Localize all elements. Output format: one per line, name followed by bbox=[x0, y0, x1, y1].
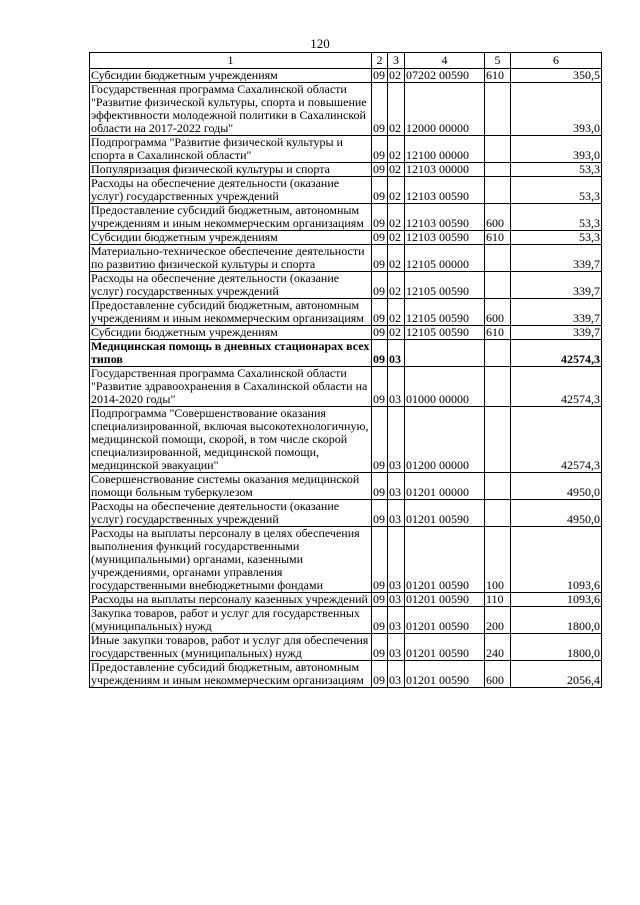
table-row bbox=[90, 204, 602, 231]
expense-name: Субсидии бюджетным учреждениям bbox=[90, 231, 372, 245]
target-article-code: 01201 00590 bbox=[405, 500, 485, 527]
amount: 339,7 bbox=[511, 245, 602, 272]
section-code: 09 bbox=[372, 473, 388, 500]
target-article-code: 12103 00000 bbox=[405, 163, 485, 177]
expense-type-code: 610 bbox=[485, 69, 511, 83]
table-body bbox=[90, 69, 602, 688]
expense-name: Субсидии бюджетным учреждениям bbox=[90, 326, 372, 340]
amount: 1800,0 bbox=[511, 634, 602, 661]
subsection-code: 02 bbox=[388, 177, 405, 204]
table-row bbox=[90, 326, 602, 340]
section-code: 09 bbox=[372, 83, 388, 136]
subsection-code: 02 bbox=[388, 231, 405, 245]
subsection-code: 02 bbox=[388, 136, 405, 163]
expense-name: Закупка товаров, работ и услуг для государственных (муниципальных) нужд bbox=[90, 607, 372, 634]
section-code: 09 bbox=[372, 136, 388, 163]
expense-type-code bbox=[485, 163, 511, 177]
column-header: 4 bbox=[405, 53, 485, 69]
column-header: 1 bbox=[90, 53, 372, 69]
table-row bbox=[90, 500, 602, 527]
table-row bbox=[90, 136, 602, 163]
table-row bbox=[90, 407, 602, 473]
budget-table bbox=[89, 52, 602, 688]
target-article-code: 12100 00000 bbox=[405, 136, 485, 163]
table-row bbox=[90, 634, 602, 661]
section-code: 09 bbox=[372, 634, 388, 661]
expense-name: Медицинская помощь в дневных стационарах всех типов bbox=[90, 340, 372, 367]
column-header: 2 bbox=[372, 53, 388, 69]
amount: 1093,6 bbox=[511, 527, 602, 593]
target-article-code bbox=[405, 340, 485, 367]
subsection-code: 02 bbox=[388, 245, 405, 272]
section-code: 09 bbox=[372, 593, 388, 607]
section-code: 09 bbox=[372, 69, 388, 83]
expense-name: Государственная программа Сахалинской области "Развитие здравоохранения в Сахалинской области на 2014-2020 годы" bbox=[90, 367, 372, 407]
amount: 4950,0 bbox=[511, 473, 602, 500]
expense-name: Предоставление субсидий бюджетным, автономным учреждениям и иным некоммерческим организациям bbox=[90, 299, 372, 326]
table-row bbox=[90, 367, 602, 407]
expense-type-code bbox=[485, 177, 511, 204]
expense-type-code: 600 bbox=[485, 299, 511, 326]
column-header: 3 bbox=[388, 53, 405, 69]
expense-name: Популяризация физической культуры и спорта bbox=[90, 163, 372, 177]
expense-type-code bbox=[485, 407, 511, 473]
target-article-code: 01000 00000 bbox=[405, 367, 485, 407]
subsection-code: 02 bbox=[388, 299, 405, 326]
expense-name: Предоставление субсидий бюджетным, автономным учреждениям и иным некоммерческим организациям bbox=[90, 204, 372, 231]
section-code: 09 bbox=[372, 204, 388, 231]
table-row bbox=[90, 299, 602, 326]
page-number: 120 bbox=[310, 36, 330, 51]
section-code: 09 bbox=[372, 367, 388, 407]
amount: 350,5 bbox=[511, 69, 602, 83]
column-header: 5 bbox=[485, 53, 511, 69]
amount: 2056,4 bbox=[511, 661, 602, 688]
table-row bbox=[90, 527, 602, 593]
subsection-code: 03 bbox=[388, 607, 405, 634]
expense-type-code: 610 bbox=[485, 231, 511, 245]
table-row bbox=[90, 83, 602, 136]
column-header: 6 bbox=[511, 53, 602, 69]
section-code: 09 bbox=[372, 163, 388, 177]
amount: 53,3 bbox=[511, 204, 602, 231]
section-code: 09 bbox=[372, 500, 388, 527]
table-row bbox=[90, 473, 602, 500]
subsection-code: 02 bbox=[388, 163, 405, 177]
section-code: 09 bbox=[372, 326, 388, 340]
table-row bbox=[90, 340, 602, 367]
expense-type-code: 600 bbox=[485, 204, 511, 231]
amount: 42574,3 bbox=[511, 367, 602, 407]
expense-type-code bbox=[485, 473, 511, 500]
subsection-code: 03 bbox=[388, 473, 405, 500]
expense-type-code bbox=[485, 500, 511, 527]
amount: 1800,0 bbox=[511, 607, 602, 634]
target-article-code: 01201 00590 bbox=[405, 607, 485, 634]
target-article-code: 12000 00000 bbox=[405, 83, 485, 136]
target-article-code: 12103 00590 bbox=[405, 204, 485, 231]
target-article-code: 12103 00590 bbox=[405, 177, 485, 204]
target-article-code: 01201 00590 bbox=[405, 661, 485, 688]
section-code: 09 bbox=[372, 661, 388, 688]
expense-type-code bbox=[485, 245, 511, 272]
expense-name: Расходы на выплаты персоналу в целях обеспечения выполнения функций государственными (муниципальными) органами, казенными учреждениями, органами управления государственными внебюджетными фондами bbox=[90, 527, 372, 593]
expense-name: Материально-техническое обеспечение деятельности по развитию физической культуры и спорта bbox=[90, 245, 372, 272]
table-row bbox=[90, 593, 602, 607]
target-article-code: 12105 00000 bbox=[405, 245, 485, 272]
amount: 53,3 bbox=[511, 231, 602, 245]
expense-type-code: 200 bbox=[485, 607, 511, 634]
expense-type-code bbox=[485, 367, 511, 407]
amount: 53,3 bbox=[511, 177, 602, 204]
target-article-code: 01201 00590 bbox=[405, 593, 485, 607]
amount: 1093,6 bbox=[511, 593, 602, 607]
expense-name: Расходы на обеспечение деятельности (оказание услуг) государственных учреждений bbox=[90, 500, 372, 527]
target-article-code: 01201 00590 bbox=[405, 634, 485, 661]
expense-name: Совершенствование системы оказания медицинской помощи больным туберкулезом bbox=[90, 473, 372, 500]
table-row bbox=[90, 163, 602, 177]
header-row bbox=[90, 53, 602, 69]
table-row bbox=[90, 69, 602, 83]
expense-type-code bbox=[485, 83, 511, 136]
section-code: 09 bbox=[372, 245, 388, 272]
amount: 339,7 bbox=[511, 299, 602, 326]
section-code: 09 bbox=[372, 177, 388, 204]
amount: 42574,3 bbox=[511, 407, 602, 473]
section-code: 09 bbox=[372, 340, 388, 367]
table-row bbox=[90, 177, 602, 204]
amount: 42574,3 bbox=[511, 340, 602, 367]
table-row bbox=[90, 245, 602, 272]
expense-name: Расходы на выплаты персоналу казенных учреждений bbox=[90, 593, 372, 607]
expense-name: Иные закупки товаров, работ и услуг для обеспечения государственных (муниципальных) нужд bbox=[90, 634, 372, 661]
subsection-code: 03 bbox=[388, 340, 405, 367]
subsection-code: 02 bbox=[388, 83, 405, 136]
expense-name: Предоставление субсидий бюджетным, автономным учреждениям и иным некоммерческим организациям bbox=[90, 661, 372, 688]
amount: 53,3 bbox=[511, 163, 602, 177]
target-article-code: 12105 00590 bbox=[405, 326, 485, 340]
expense-type-code bbox=[485, 272, 511, 299]
subsection-code: 02 bbox=[388, 204, 405, 231]
expense-name: Расходы на обеспечение деятельности (оказание услуг) государственных учреждений bbox=[90, 272, 372, 299]
section-code: 09 bbox=[372, 607, 388, 634]
section-code: 09 bbox=[372, 231, 388, 245]
table-row bbox=[90, 231, 602, 245]
subsection-code: 02 bbox=[388, 69, 405, 83]
target-article-code: 12105 00590 bbox=[405, 272, 485, 299]
subsection-code: 03 bbox=[388, 661, 405, 688]
subsection-code: 03 bbox=[388, 367, 405, 407]
subsection-code: 02 bbox=[388, 326, 405, 340]
amount: 339,7 bbox=[511, 326, 602, 340]
expense-name: Расходы на обеспечение деятельности (оказание услуг) государственных учреждений bbox=[90, 177, 372, 204]
section-code: 09 bbox=[372, 407, 388, 473]
table-row bbox=[90, 661, 602, 688]
expense-type-code bbox=[485, 136, 511, 163]
expense-type-code: 240 bbox=[485, 634, 511, 661]
table-row bbox=[90, 607, 602, 634]
subsection-code: 03 bbox=[388, 634, 405, 661]
amount: 393,0 bbox=[511, 83, 602, 136]
expense-type-code: 100 bbox=[485, 527, 511, 593]
expense-name: Государственная программа Сахалинской области "Развитие физической культуры, спорта и повышение эффективности молодежной политики в Сахалинской области на 2017-2022 годы" bbox=[90, 83, 372, 136]
subsection-code: 03 bbox=[388, 527, 405, 593]
expense-type-code: 110 bbox=[485, 593, 511, 607]
subsection-code: 02 bbox=[388, 272, 405, 299]
target-article-code: 01201 00590 bbox=[405, 527, 485, 593]
section-code: 09 bbox=[372, 272, 388, 299]
section-code: 09 bbox=[372, 299, 388, 326]
section-code: 09 bbox=[372, 527, 388, 593]
subsection-code: 03 bbox=[388, 500, 405, 527]
target-article-code: 07202 00590 bbox=[405, 69, 485, 83]
expense-type-code: 600 bbox=[485, 661, 511, 688]
table-row bbox=[90, 272, 602, 299]
amount: 4950,0 bbox=[511, 500, 602, 527]
amount: 393,0 bbox=[511, 136, 602, 163]
amount: 339,7 bbox=[511, 272, 602, 299]
target-article-code: 12105 00590 bbox=[405, 299, 485, 326]
target-article-code: 01201 00000 bbox=[405, 473, 485, 500]
target-article-code: 01200 00000 bbox=[405, 407, 485, 473]
expense-name: Подпрограмма "Развитие физической культуры и спорта в Сахалинской области" bbox=[90, 136, 372, 163]
target-article-code: 12103 00590 bbox=[405, 231, 485, 245]
expense-type-code bbox=[485, 340, 511, 367]
expense-type-code: 610 bbox=[485, 326, 511, 340]
subsection-code: 03 bbox=[388, 593, 405, 607]
subsection-code: 03 bbox=[388, 407, 405, 473]
expense-name: Субсидии бюджетным учреждениям bbox=[90, 69, 372, 83]
expense-name: Подпрограмма "Совершенствование оказания специализированной, включая высокотехнологичную, медицинской помощи, скорой, в том числе скорой специализированной, медицинской помощи, медицинской эвакуации" bbox=[90, 407, 372, 473]
